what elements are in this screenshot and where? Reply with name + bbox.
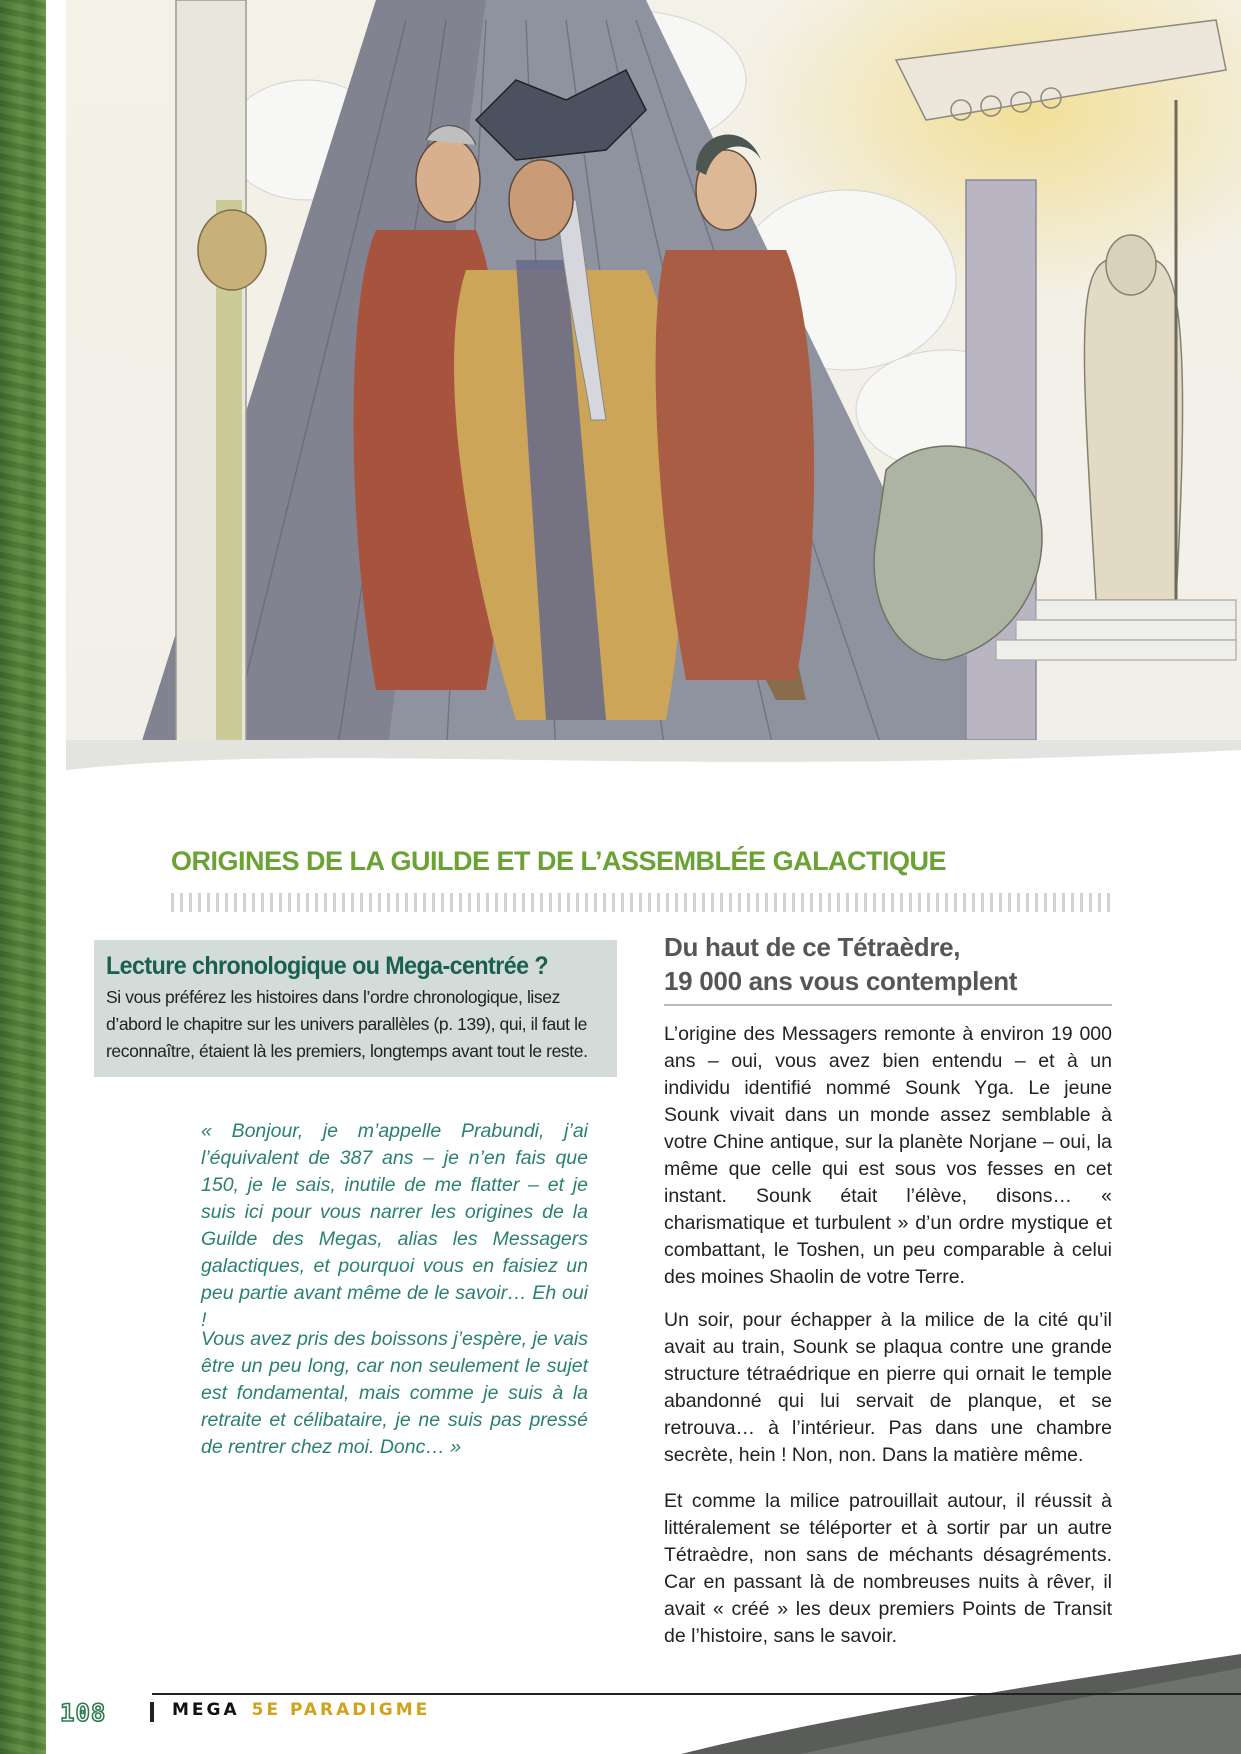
footer-brand-name: MEGA [172, 1700, 240, 1720]
green-page-edge [0, 0, 46, 1754]
quote-paragraph-1: « Bonjour, je m’appelle Prabundi, j’ai l’équivalent de 387 ans – je n’en fais que 150, je le sais, inutile de me flatter – et je suis ici pour vous narrer les origines de la Guilde des Megas, alias les Messagers galactiques, et pourquoi vous en faisiez un peu partie avant même de le savoir… Eh oui ! [201, 1120, 588, 1331]
article-paragraph-3: Et comme la milice patrouillait autour, il réussit à littéralement se téléporter et à sortir par un autre Tétraèdre, non sans de méchants désagréments. Car en passant là de nombreuses nuits à rêver, il avait « créé » les deux premiers Points de Transit de l’histoire, sans le savoir. [664, 1490, 1112, 1647]
article-heading-line-1: Du haut de ce Tétraèdre, [664, 932, 961, 962]
illustration-messengers-temple [46, 0, 1241, 812]
article-heading-line-2: 19 000 ans vous contemplent [664, 966, 1018, 996]
footer-edition: 5E PARADIGME [251, 1700, 431, 1720]
page-number: 108 [60, 1699, 107, 1727]
sidebar-reading-order-box [94, 940, 617, 1077]
sidebar-text: Si vous préférez les histoires dans l’ordre chronologique, lisez d’abord le chapitre sur les univers parallèles (p. 139), qui, il faut le reconnaître, étaient là les premiers, longtemps avant tout le reste. [106, 987, 588, 1061]
dashed-divider [171, 893, 1111, 912]
footer-rule [152, 1693, 1241, 1695]
article-paragraph-1: L’origine des Messagers remonte à environ 19 000 ans – oui, vous avez bien entendu – et à un individu identifié nommé Sounk Yga. Le jeune Sounk vivait dans un monde assez semblable à votre Chine antique, sur la planète Norjane – oui, la même que celle qui est sous vos fesses en cet instant. Sounk était l’élève, disons… « charismatique et turbulent » d’un ordre mystique et combattant, le Toshen, un peu comparable à celui des moines Shaolin de votre Terre. [664, 1023, 1112, 1288]
article-paragraph-2: Un soir, pour échapper à la milice de la cité qu’il avait au train, Sounk se plaqua contre une grande structure tétraédrique en pierre qui ornait le temple abandonné qui lui servait de planque, et se retrouva… à l’intérieur. Pas dans une chambre secrète, hein ! Non, non. Dans la matière même. [664, 1309, 1112, 1466]
sidebar-title: Lecture chronologique ou Mega-centrée ? [106, 952, 549, 980]
footer-separator [150, 1702, 154, 1722]
quote-paragraph-2: Vous avez pris des boissons j’espère, je vais être un peu long, car non seulement le sujet est fondamental, mais comme je suis à la retraite et célibataire, je ne suis pas pressé de rentrer chez moi. Donc… » [201, 1328, 588, 1458]
footer-brand [172, 1700, 430, 1720]
article-heading [664, 930, 1112, 1006]
section-title: ORIGINES DE LA GUILDE ET DE L’ASSEMBLÉE GALACTIQUE [171, 846, 947, 876]
footer-gray-swoosh [681, 1654, 1241, 1754]
